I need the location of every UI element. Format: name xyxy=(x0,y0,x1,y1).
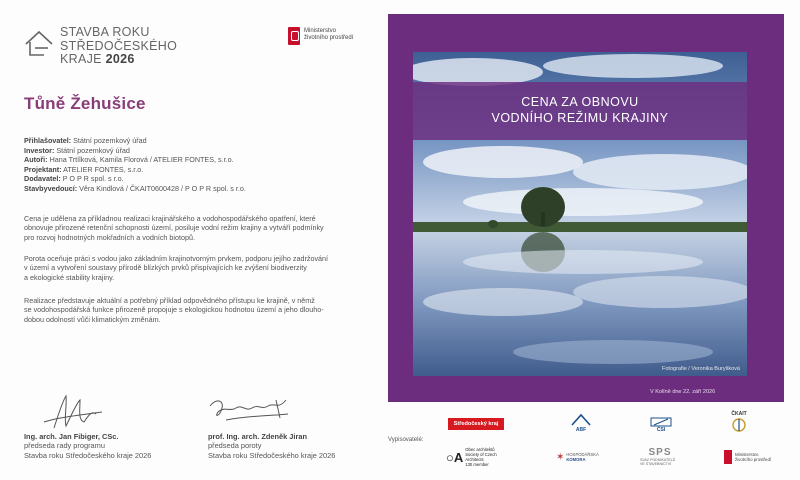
ministry-line-1: Ministerstvo xyxy=(304,28,337,34)
signatory-program: Stavba roku Středočeského kraje 2026 xyxy=(24,450,152,460)
logo-line-2: STŘEDOČESKÉHO xyxy=(60,38,178,53)
sps-logo xyxy=(640,448,680,466)
oa-line-1: Obec architektů xyxy=(465,447,495,452)
logo-line-1: STAVBA ROKU xyxy=(60,25,150,39)
oa-mark-icon: ○A xyxy=(446,449,464,465)
credit-value: Státní pozemkový úřad xyxy=(73,136,147,145)
csi-mark-icon xyxy=(650,417,672,427)
logo-year: 2026 xyxy=(105,52,135,66)
credit-value: P O P R spol. s r.o. xyxy=(62,174,124,184)
credit-key: Projektant: xyxy=(24,164,62,174)
credit-row xyxy=(24,174,246,184)
signature-fibiger xyxy=(36,392,108,432)
oa-line-2: Society of Czech Architects xyxy=(465,452,497,462)
mzp-line-2: životního prostředí xyxy=(735,457,772,462)
citation-paragraph-1 xyxy=(24,214,374,242)
stredocesky-kraj-logo: Středočeský kraj xyxy=(448,418,504,430)
credit-row xyxy=(24,184,246,194)
credit-value: Státní pozemkový úřad xyxy=(56,145,130,155)
photo-credit: Fotografie / Veronika Buryšková xyxy=(662,366,740,372)
oa-line-3: 130 member xyxy=(465,462,489,467)
mzp-line-1: Ministerstvo xyxy=(735,451,759,457)
ministry-line-2: životního prostředí xyxy=(304,35,354,41)
ministry-emblem-icon xyxy=(288,27,300,45)
sps-mark: SPS xyxy=(648,447,672,458)
citation-line: Cena je udělena za příkladnou realizaci krajinářského a vodohospodářského opatření, které xyxy=(24,214,316,223)
abf-label: ABF xyxy=(575,427,587,433)
credits-list xyxy=(24,136,246,194)
award-title-line-1: CENA ZA OBNOVU xyxy=(521,95,639,109)
award-title-line-2: VODNÍHO REŽIMU KRAJINY xyxy=(491,111,669,125)
credit-value: ATELIER FONTES, s.r.o. xyxy=(63,164,144,174)
credit-row xyxy=(24,136,246,146)
announcers-label: Vypisovatelé: xyxy=(388,437,424,443)
signatory-name: prof. Ing. arch. Zdeněk Jiran xyxy=(208,432,307,441)
place-date: V Kolíně dne 22. září 2026 xyxy=(650,389,716,395)
citation-line: Porota oceňuje práci s vodou jako základním krajinotvorným prvkem, podporu jejího zadržování xyxy=(24,254,329,263)
citation-line: se vodohospodářská funkce přirozeně propojuje s ekologickou hodnotou území a jeho dlouho- xyxy=(24,305,324,315)
credit-row xyxy=(24,155,246,165)
hospodarska-komora-logo xyxy=(556,448,612,466)
sps-subtitle: SVAZ PODNIKATELŮ VE STAVEBNICTVÍ xyxy=(640,458,676,466)
credit-row xyxy=(24,146,246,156)
signature-block-jury xyxy=(208,432,335,460)
citation-line: Realizace představuje aktuální a potřebný příklad odpovědného přístupu ke krajině, v němž xyxy=(24,296,315,305)
komora-line-2: KOMORA xyxy=(566,457,586,462)
ministry-logo xyxy=(288,27,378,49)
abf-house-icon xyxy=(571,413,591,427)
citation-line: dobou odolností vůči klimatickým změnám. xyxy=(24,314,161,324)
signatory-role: předseda rady programu xyxy=(24,441,105,451)
signature-jiran xyxy=(206,392,292,426)
abf-logo xyxy=(568,410,594,436)
komora-line-1: HOSPODÁŘSKÁ xyxy=(566,452,599,457)
ckait-logo xyxy=(726,408,752,436)
logo-line-3: KRAJE xyxy=(60,52,102,66)
credit-key: Dodavatel: xyxy=(24,174,61,184)
citation-line: pro rozvoj hodnotných mokřadních a vodních biotopů. xyxy=(24,232,196,242)
credit-key: Investor: xyxy=(24,145,55,155)
credit-value: Hana Trtílková, Kamila Florová / ATELIER FONTES, s.r.o. xyxy=(49,155,234,165)
citation-line: v území a vytvoření soustavy přírodě blízkých prvků přispívajících ke zvýšení biodiverzity xyxy=(24,263,307,273)
citation-line: a ekologické stability krajiny. xyxy=(24,272,115,282)
house-outline-icon xyxy=(24,28,54,58)
signature-block-chair xyxy=(24,432,151,460)
komora-emblem-icon: ✶ xyxy=(556,451,565,463)
credit-key: Autoři: xyxy=(24,155,48,165)
csi-label: ČSI xyxy=(656,427,666,433)
citation-line: obnovuje přirozené retenční schopnosti území, posiluje vodní režim krajiny a vytváří podmínky xyxy=(24,223,324,233)
ministry-partner-emblem-icon xyxy=(724,450,732,464)
award-banner xyxy=(413,82,747,140)
signatory-name: Ing. arch. Jan Fibiger, CSc. xyxy=(24,432,119,441)
stavba-roku-logo xyxy=(24,26,224,72)
citation-paragraph-2 xyxy=(24,254,374,282)
ministry-partner-logo xyxy=(724,446,780,468)
csi-logo xyxy=(648,414,674,436)
ckait-label: ČKAIT xyxy=(731,411,747,417)
signatory-program: Stavba roku Středočeského kraje 2026 xyxy=(208,450,336,460)
signatory-role: předseda poroty xyxy=(208,441,262,451)
credit-key: Stavbyvedoucí: xyxy=(24,183,78,193)
credit-key: Přihlašovatel: xyxy=(24,136,72,145)
credit-row xyxy=(24,165,246,175)
obec-architektu-logo xyxy=(446,446,502,468)
ckait-emblem-icon xyxy=(730,417,748,433)
project-title: Tůně Žehušice xyxy=(24,94,146,113)
citation-paragraph-3 xyxy=(24,296,374,324)
credit-value: Věra Kindlová / ČKAIT0600428 / P O P R spol. s r.o. xyxy=(79,183,246,193)
